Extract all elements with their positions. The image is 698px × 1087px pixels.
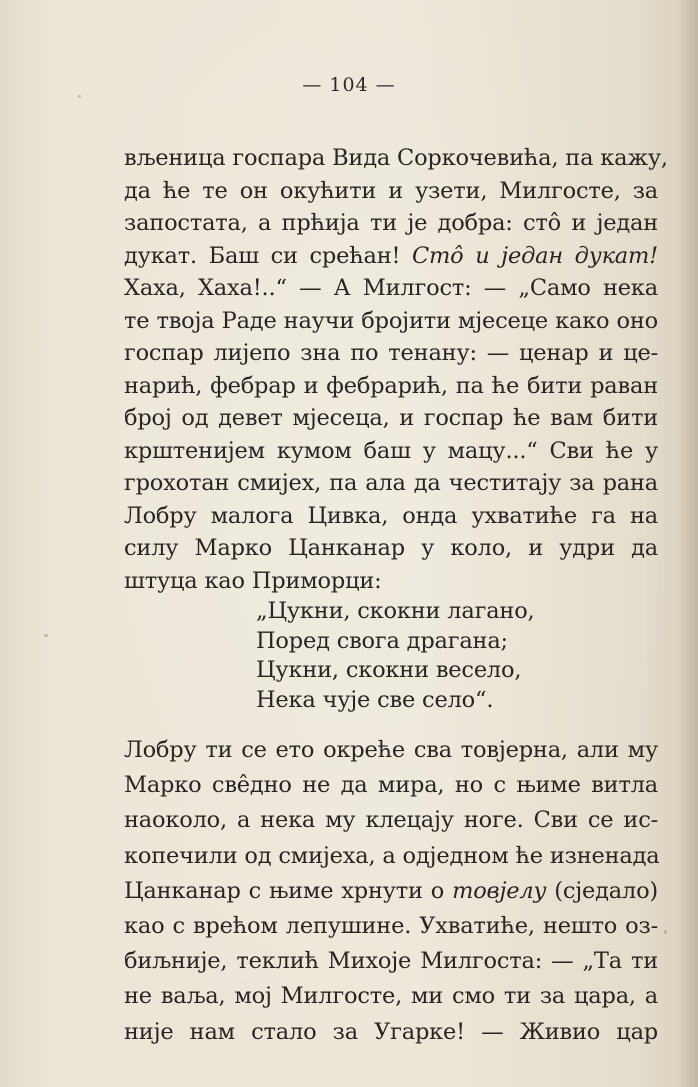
- text-segment: (сједало): [554, 877, 659, 904]
- text-line: грохотан смијех, па ала да честитају за рана: [124, 470, 658, 496]
- text-line: да ће те он окућити и узети, Милгосте, за: [124, 177, 658, 204]
- text-line: Марко свêдно не да мира, но с њиме витла: [124, 772, 658, 799]
- paper-blemish: [44, 634, 48, 637]
- text-line: крштенијем кумом баш у мацу...“ Сви ће у: [124, 437, 658, 464]
- paper-blemish: [664, 930, 667, 934]
- text-line: Хаха, Хаха!..“ — А Милгост: — „Само нека: [124, 275, 658, 301]
- italic-phrase: Стô и један дукат!: [412, 242, 658, 269]
- text-line: штуца као Приморци:: [124, 567, 382, 594]
- text-line: те твоја Раде научи бројити мјесеце како оно: [124, 307, 658, 334]
- page-number: — 104 —: [302, 74, 396, 96]
- text-line: нарић, фебрар и фебрарић, па ће бити раван: [124, 372, 658, 399]
- text-line: број од девет мјесеца, и госпар ће вам бити: [124, 405, 658, 431]
- page-edge-shadow: [676, 0, 698, 1087]
- italic-word: товјелу: [452, 877, 547, 904]
- text-line: копечили од смијеха, а одједном ће изненада: [124, 842, 660, 869]
- text-line: није нам стало за Угарке! — Живио цар: [124, 1018, 658, 1045]
- text-line: биљније, теклић Михоје Милгоста: — „Та ти: [124, 948, 658, 975]
- verse-line: Нека чује све село“.: [256, 686, 494, 713]
- verse-line: Цукни, скокни весело,: [256, 657, 522, 683]
- paragraph-2: [124, 733, 658, 1050]
- text-segment: дукат. Баш си срећан!: [124, 242, 401, 269]
- text-line: запостата, а прћија ти је добра: стô и један: [124, 210, 658, 236]
- verse-line: „Цукни, скокни лагано,: [256, 598, 535, 624]
- text-line: силу Марко Цанканар у коло, и удри да: [124, 535, 658, 561]
- text-line: госпар лијепо зна по тенану: — ценар и це-: [124, 340, 658, 366]
- text-line: Лобру ти се ето окреће сва товјерна, али му: [124, 737, 658, 763]
- text-line-with-italic: [124, 874, 658, 909]
- text-line: као с врећом лепушине. Ухватиће, нешто оз-: [124, 912, 658, 939]
- paragraph-1: [124, 142, 668, 597]
- text-line: вљеница госпара Вида Соркочевића, па кажу,: [124, 145, 668, 171]
- text-line: не ваља, мој Милгосте, ми смо ти за цара, а: [124, 983, 658, 1010]
- text-line: Лобру малога Цивка, онда ухватиће га на: [124, 502, 658, 529]
- verse-block: [256, 597, 535, 715]
- text-line: наоколо, а нека му клецају ноге. Сви се ис-: [124, 807, 658, 834]
- text-line-with-italic: [124, 240, 658, 273]
- text-segment: Цанканар с њиме хрнути о: [124, 877, 445, 904]
- verse-line: Поред свога драгана;: [256, 627, 508, 654]
